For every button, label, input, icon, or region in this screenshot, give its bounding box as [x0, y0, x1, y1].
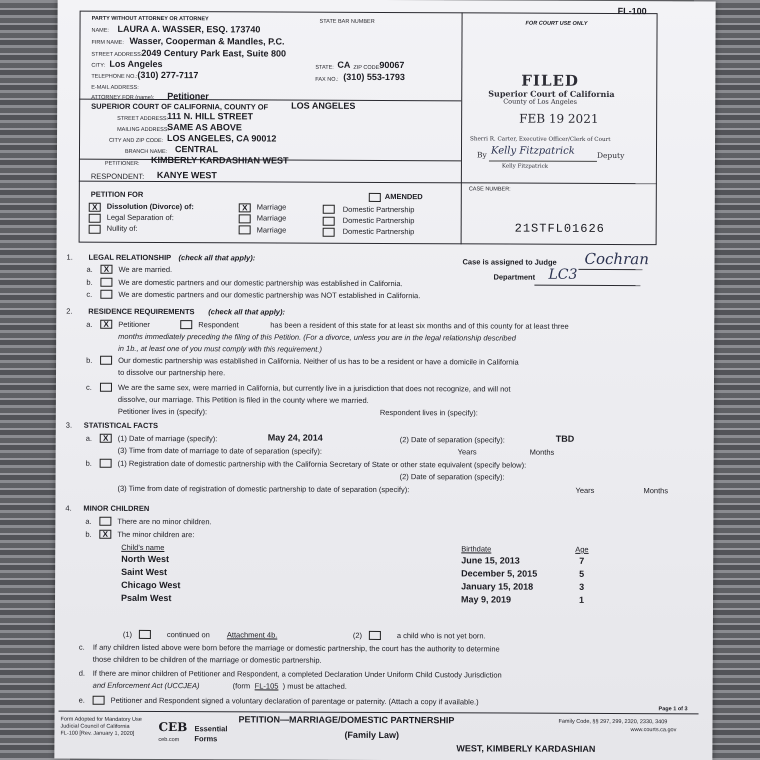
separation-date: TBD [555, 433, 575, 444]
petition-for-header: PETITION FOR [90, 189, 144, 199]
department-number: LC3 [548, 266, 578, 283]
col-birthdate: Birthdate [461, 544, 492, 554]
court-county: LOS ANGELES [291, 100, 356, 111]
amended-label: AMENDED [384, 191, 423, 202]
filed-clerk: Sherri R. Carter, Executive Officer/Clerk of Court [470, 136, 611, 143]
fl-105-link[interactable]: FL-105 [254, 681, 279, 691]
form-subtitle: (Family Law) [344, 729, 399, 741]
married-checkbox[interactable]: X [100, 265, 112, 274]
court-street: 111 N. HILL STREET [167, 111, 254, 122]
filed-date: FEB 19 2021 [519, 111, 599, 126]
section-1-title: LEGAL RELATIONSHIP [88, 252, 172, 263]
document-page: FL-100 PARTY WITHOUT ATTORNEY OR ATTORNEY STATE BAR NUMBER NAME: LAURA A. WASSER, ESQ. 173740 FIRM NAME: Wasser, Cooperman & Mandles, P.C. STREET ADDRESS: 2049 Century Park East, Suite 800 CITY: Los Angeles STATE: CA ZIP CODE: 90067 TELEPHONE NO.: (310) 277-7117 FAX NO.: (310) 553-1793 E-MAIL ADDRESS: ATTORNEY FOR (name): Petitioner SUPERIOR COURT OF CALIFORNIA, COUNTY OF LOS ANGELES STREET ADDRESS: 111 N. HILL STREET MAILING ADDRESS: SAME AS ABOVE CITY AND ZIP CODE: LOS ANGELES, CA 90012 BRANCH NAME: CENTRAL PETITIONER: KIMBERLY KARDASHIAN WEST RESPONDENT: KANYE WEST FOR COURT USE ONLY FILED Superior Court of California County of Los Angeles FEB 19 2021 Sherri R. Carter, Executive Officer/Clerk of Court By Kelly Fitzpatrick Deputy Kelly Fitzpatrick PETITION FOR AMENDED X Dissolution (Divorce) of: X Marriage Domestic Partnership Legal Separation of: Marriage Domestic Partnership Nullity of: Marriage Domestic Partnership CASE NUMBER: 21STFL01626 1. LEGAL RELATIONSHIP (check all that apply): Case is assigned to Judge Cochran Department LC3 a. X We are married. b. We are domestic partners and our domestic partnership was established in California. c. We are domestic partners and our domestic partnership was NOT established in California. 2. RESIDENCE REQUIREMENTS (check all that apply): a. X Petitioner Respondent has been a resident of this state for at least six months and of this county for at least three months immediately preceding the filing of this Petition. (For a divorce, unless you are in the legal relationship described in 1b., at least one of you must comply with this requirement.) b. Our domestic partnership was established in California. Neither of us has to be a resident or have a domicile in California to dissolve our partnership here. c. We are the same sex, were married in California, but currently live in a jurisdiction that does not recognize, and will not dissolve, our marriage. This Petition is filed in the county where we married. Petitioner lives in (specify): Respondent lives in (specify): 3. STATISTICAL FACTS a. X (1) Date of marriage (specify): May 24, 2014 (2) Date of separation (specify): TBD (3) Time from date of marriage to date of separation (specify): Years Months b. (1) Registration date of domestic partnership with the California Secretary of State or other state equivalent (specify below): (2) Date of separation (specify): (3) Time from date of registration of domestic partnership to date of separation (specify): Years Months 4. MINOR CHILDREN a. There are no minor children. b. X The minor children are: Child's name Birthdate Age North West June 15, 2013 7 Saint West December 5, 2015 5 Chicago West January 15, 2018 3 Psalm West May 9, 2019 1 (1) continued on Attachment 4b. (2) a child who is not yet born. c. If any children listed above were born before the marriage or domestic partnership, the court has the authority to determine those children to be children of the marriage or domestic partnership. d. If there are minor children of Petitioner and Respondent, a completed Declaration Under Uniform Child Custody Jurisdiction and Enforcement Act (UCCJEA) (form FL-105 ) must be attached. e. Petitioner and Respondent signed a voluntary declaration of parentage or paternity. (Attach a copy if available.) Page 1 of 3 Form Adopted for Mandatory Use Judicial Council of California FL-100 [Rev. January 1, 2020] CEB ceb.com Essential Forms PETITION—MARRIAGE/DOMESTIC PARTNERSHIP (Family Law) Family Code, §§ 297, 299, 2320, 2330, 3409 www.courts.ca.gov WEST, KIMBERLY KARDASHIAN [54, 0, 715, 760]
minor-children-checkbox[interactable]: X [99, 530, 111, 539]
department-label: Department [493, 272, 536, 282]
deputy-signature: Kelly Fitzpatrick [490, 145, 575, 157]
attorney-city: Los Angeles [109, 58, 163, 70]
attorney-name: LAURA A. WASSER, ESQ. 173740 [117, 23, 261, 35]
form-title: PETITION—MARRIAGE/DOMESTIC PARTNERSHIP [238, 714, 455, 726]
section-2-title: RESIDENCE REQUIREMENTS [88, 306, 195, 317]
court-mailing: SAME AS ABOVE [167, 122, 242, 133]
unborn-child-checkbox[interactable] [369, 631, 381, 640]
residence-petitioner-checkbox[interactable]: X [100, 320, 112, 329]
residence-respondent-checkbox[interactable] [180, 320, 192, 329]
amended-checkbox[interactable] [369, 193, 381, 202]
ceb-logo: CEB [158, 720, 188, 735]
filed-stamp: FILED [521, 71, 580, 90]
court-city: LOS ANGELES, CA 90012 [167, 133, 277, 144]
case-number: 21STFL01626 [514, 221, 605, 236]
child-age: 3 [579, 581, 585, 592]
case-number-label: CASE NUMBER: [468, 186, 511, 193]
col-age: Age [575, 544, 589, 554]
statistical-dp-checkbox[interactable] [100, 459, 112, 468]
petitioner-name: KIMBERLY KARDASHIAN WEST [150, 154, 289, 166]
separation-dp-checkbox[interactable] [323, 217, 335, 226]
col-child-name: Child's name [121, 542, 165, 553]
statistical-marriage-checkbox[interactable]: X [100, 434, 112, 443]
separation-marriage-checkbox[interactable] [239, 214, 251, 223]
section-3-title: STATISTICAL FACTS [83, 420, 158, 431]
child-age: 5 [579, 568, 585, 579]
court-header: SUPERIOR COURT OF CALIFORNIA, COUNTY OF [91, 101, 269, 112]
dissolution-marriage-checkbox[interactable]: X [239, 203, 251, 212]
child-birthdate: January 15, 2018 [461, 581, 534, 592]
no-children-checkbox[interactable] [99, 517, 111, 526]
footer-case-name: WEST, KIMBERLY KARDASHIAN [456, 743, 596, 754]
dissolution-dp-checkbox[interactable] [323, 205, 335, 214]
residence-same-sex-checkbox[interactable] [100, 383, 112, 392]
child-birthdate: June 15, 2013 [461, 555, 520, 566]
dissolution-checkbox[interactable]: X [89, 203, 101, 212]
nullity-marriage-checkbox[interactable] [239, 225, 251, 234]
child-birthdate: May 9, 2019 [461, 594, 512, 605]
nullity-label: Nullity of: [106, 223, 138, 233]
separation-label: Legal Separation of: [106, 212, 174, 223]
attorney-fax: (310) 553-1793 [343, 71, 405, 83]
marriage-date: May 24, 2014 [267, 432, 323, 443]
residence-dp-checkbox[interactable] [100, 356, 112, 365]
respondent-name: KANYE WEST [156, 170, 217, 181]
section-4-title: MINOR CHILDREN [83, 503, 150, 513]
attorney-telephone: (310) 277-7117 [137, 69, 199, 81]
court-use-header: FOR COURT USE ONLY [525, 20, 588, 27]
bar-number-label: STATE BAR NUMBER [319, 18, 375, 25]
separation-checkbox[interactable] [89, 214, 101, 223]
child-birthdate: December 5, 2015 [461, 568, 538, 579]
dissolution-label: Dissolution (Divorce) of: [106, 201, 194, 212]
attorney-street: 2049 Century Park East, Suite 800 [141, 47, 287, 59]
filed-county: County of Los Angeles [503, 97, 578, 106]
child-age: 7 [579, 555, 585, 566]
dp-in-ca-checkbox[interactable] [100, 278, 112, 287]
child-name: North West [121, 553, 170, 565]
form-number: FL-100 [617, 6, 647, 17]
child-name: Saint West [121, 566, 168, 578]
page-number: Page 1 of 3 [658, 706, 688, 713]
child-name: Chicago West [121, 579, 181, 591]
child-age: 1 [579, 594, 585, 605]
attorney-for: Petitioner [167, 91, 209, 102]
essential-forms-logo: Essential [194, 724, 228, 734]
filed-court: Superior Court of California [488, 88, 615, 99]
case-assigned-label: Case is assigned to Judge [462, 257, 557, 267]
attachment-4b-link[interactable]: Attachment 4b. [226, 630, 278, 640]
attorney-header: PARTY WITHOUT ATTORNEY OR ATTORNEY [91, 15, 209, 23]
firm-name: Wasser, Cooperman & Mandles, P.C. [129, 35, 285, 47]
attorney-zip: 90067 [379, 59, 405, 71]
dp-not-in-ca-checkbox[interactable] [100, 290, 112, 299]
attorney-state: CA [337, 59, 351, 70]
child-name: Psalm West [121, 592, 172, 604]
nullity-checkbox[interactable] [89, 225, 101, 234]
voluntary-declaration-checkbox[interactable] [93, 696, 105, 705]
deputy-name: Kelly Fitzpatrick [501, 163, 549, 170]
court-branch: CENTRAL [174, 144, 219, 155]
nullity-dp-checkbox[interactable] [323, 228, 335, 237]
continued-attachment-checkbox[interactable] [139, 630, 151, 639]
judge-name: Cochran [584, 249, 649, 269]
